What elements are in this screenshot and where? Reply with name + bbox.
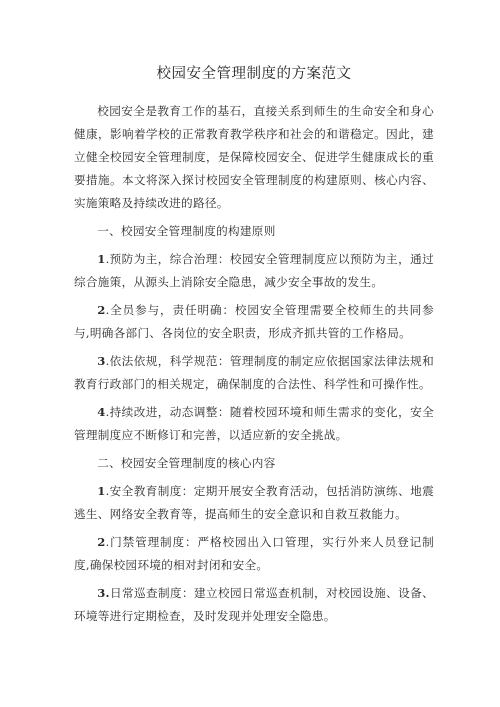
- document-title: 校园安全管理制度的方案范文: [156, 66, 352, 82]
- item-number: 1: [97, 484, 106, 498]
- item-number: 1: [97, 252, 106, 266]
- item-text: .全员参与，责任明确：校园安全管理需要全校师生的共同参与,明确各部门、各岗位的安全职责，形成齐抓共管的工作格局。: [74, 303, 434, 340]
- core-item-3: [74, 582, 434, 628]
- section-heading-core-content: 二、校园安全管理制度的核心内容: [97, 456, 276, 470]
- item-text: .门禁管理制度：严格校园出入口管理，实行外来人员登记制度,确保校园环境的相对封闭和安全。: [74, 535, 434, 572]
- item-text: .预防为主，综合治理：校园安全管理制度应以预防为主，通过综合施策，从源头上消除安全隐患，减少安全事故的发生。: [74, 252, 434, 289]
- item-number: 2: [97, 535, 106, 549]
- principle-item-3: [74, 350, 434, 396]
- item-number: 3: [97, 354, 106, 368]
- item-text: .安全教育制度：定期开展安全教育活动，包括消防演练、地震逃生、网络安全教育等，提高师生的安全意识和自救互救能力。: [74, 484, 434, 521]
- core-item-1: [74, 480, 434, 526]
- item-text: .持续改进，动态调整：随着校园环境和师生需求的变化，安全管理制度应不断修订和完善，以适应新的安全挑战。: [74, 405, 434, 442]
- principle-item-1: [74, 248, 434, 294]
- item-text: .依法依规，科学规范：管理制度的制定应依据国家法律法规和教育行政部门的相关规定，确保制度的合法性、科学性和可操作性。: [74, 354, 434, 391]
- item-number: 2: [97, 303, 106, 317]
- core-item-2: [74, 531, 434, 577]
- principle-item-4: [74, 401, 434, 447]
- item-number: 3.: [97, 586, 110, 600]
- item-number: 4: [97, 405, 106, 419]
- item-text: 日常巡查制度：建立校园日常巡查机制，对校园设施、设备、环境等进行定期检查，及时发现并处理安全隐患。: [74, 586, 434, 623]
- principle-item-2: [74, 299, 434, 345]
- intro-paragraph: 校园安全是教育工作的基石，直接关系到师生的生命安全和身心健康，影响着学校的正常教育教学秩序和社会的和谐稳定。因此，建立健全校园安全管理制度，是保障校园安全、促进学生健康成长的重要措施。本文将深入探讨校园安全管理制度的构建原则、核心内容、实施策略及持续改进的路径。: [74, 104, 434, 210]
- section-heading-principles: 一、校园安全管理制度的构建原则: [97, 224, 276, 238]
